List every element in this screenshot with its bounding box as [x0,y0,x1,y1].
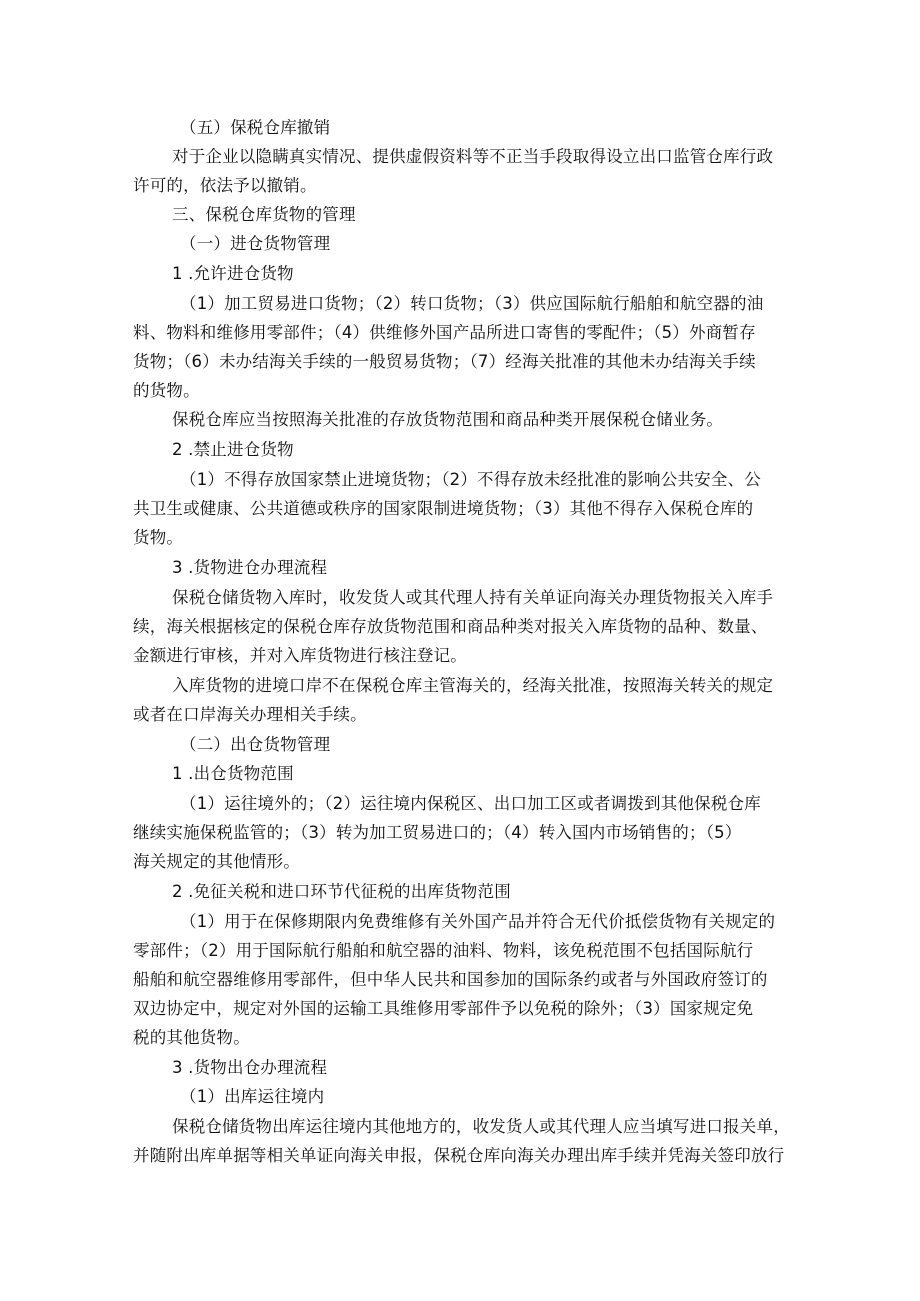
text-line: 保税仓储货物入库时，收发货人或其代理人持有关单证向海关办理货物报关入库手 [172,588,774,607]
text-line: 1 .允许进仓货物 [172,264,294,283]
text-line: （1）出库运往境内 [180,1087,325,1106]
text-line: 双边协定中，规定对外国的运输工具维修用零部件予以免税的除外；（3）国家规定免 [133,999,754,1018]
text-line: 或者在口岸海关办理相关手续。 [133,705,367,724]
text-line: 货物；（6）未办结海关手续的一般贸易货物；（7）经海关批准的其他未办结海关手续 [133,352,756,371]
text-line: 的货物。 [133,381,200,400]
text-line: 料、物料和维修用零部件；（4）供维修外国产品所进口寄售的零配件；（5）外商暂存 [133,323,756,342]
text-line: 续，海关根据核定的保税仓库存放货物范围和商品种类对报关入库货物的品种、数量、 [133,617,768,636]
text-line: （五）保税仓库撤销 [180,118,331,137]
text-line: 三、保税仓库货物的管理 [172,205,356,224]
text-line: 零部件；（2）用于国际航行船舶和航空器的油料、物料，该免税范围不包括国际航行 [133,941,754,960]
text-line: （1）不得存放国家禁止进境货物；（2）不得存放未经批准的影响公共安全、公 [180,470,761,489]
text-line: 1 .出仓货物范围 [172,764,294,783]
text-line: 保税仓库应当按照海关批准的存放货物范围和商品种类开展保税仓储业务。 [172,410,724,429]
text-line: 货物。 [133,528,184,547]
text-line: 2 .免征关税和进口环节代征税的出库货物范围 [172,882,511,901]
text-line: （1）加工贸易进口货物；（2）转口货物；（3）供应国际航行船舶和航空器的油 [180,294,764,313]
text-line: 入库货物的进境口岸不在保税仓库主管海关的，经海关批准，按照海关转关的规定 [172,676,774,695]
text-line: 海关规定的其他情形。 [133,852,300,871]
text-line: 继续实施保税监管的；（3）转为加工贸易进口的；（4）转入国内市场销售的；（5） [133,823,742,842]
text-line: （1）运往境外的；（2）运往境内保税区、出口加工区或者调拨到其他保税仓库 [180,794,761,813]
text-line: 税的其他货物。 [133,1028,250,1047]
text-line: 3 .货物进仓办理流程 [172,558,328,577]
text-line: （一）进仓货物管理 [180,234,331,253]
text-line: （1）用于在保修期限内免费维修有关外国产品并符合无代价抵偿货物有关规定的 [180,912,776,931]
text-line: 许可的，依法予以撤销。 [133,176,317,195]
text-line: 2 .禁止进仓货物 [172,440,294,459]
text-line: 金额进行审核，并对入库货物进行核注登记。 [133,646,467,665]
text-line: 并随附出库单据等相关单证向海关申报，保税仓库向海关办理出库手续并凭海关签印放行 [133,1146,785,1165]
text-line: 3 .货物出仓办理流程 [172,1058,328,1077]
text-line: 保税仓储货物出库运往境内其他地方的，收发货人或其代理人应当填写进口报关单， [172,1117,790,1136]
text-line: （二）出仓货物管理 [180,735,331,754]
text-line: 船舶和航空器维修用零部件，但中华人民共和国参加的国际条约或者与外国政府签订的 [133,970,768,989]
text-line: 对于企业以隐瞒真实情况、提供虚假资料等不正当手段取得设立出口监管仓库行政 [172,147,774,166]
text-line: 共卫生或健康、公共道德或秩序的国家限制进境货物；（3）其他不得存入保税仓库的 [133,499,754,518]
